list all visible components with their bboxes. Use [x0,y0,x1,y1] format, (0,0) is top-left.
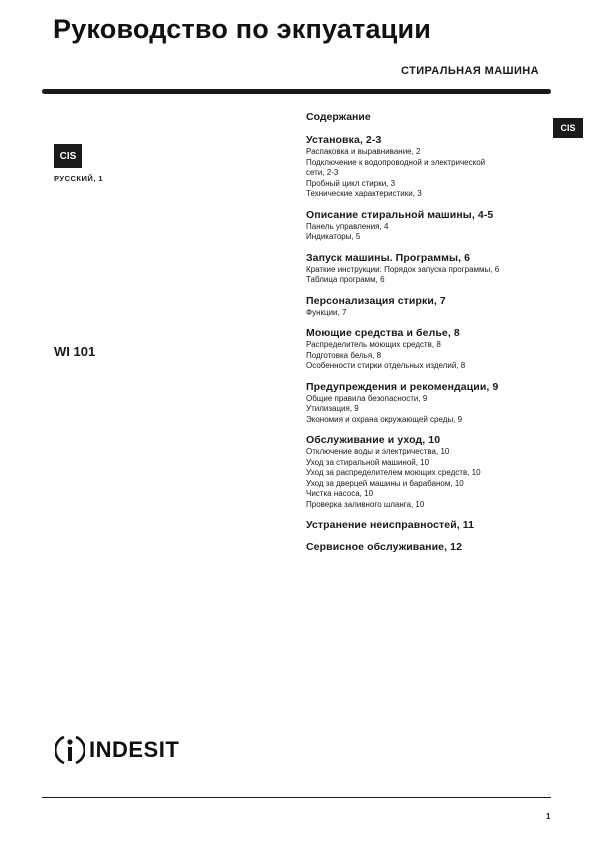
toc-item: Проверка заливного шланга, 10 [306,499,425,509]
header-divider [42,89,551,94]
product-type-subtitle: СТИРАЛЬНАЯ МАШИНА [401,65,539,77]
toc-item: Панель управления, 4 [306,221,389,231]
toc-section-title: Устранение неисправностей, 11 [306,519,475,531]
toc-item: Уход за дверцей машины и барабаном, 10 [306,478,464,488]
toc-item: Утилизация, 9 [306,404,359,413]
toc-item: Краткие инструкции: Порядок запуска программы, 6 [306,264,500,274]
toc-section [306,519,551,532]
toc-section [306,295,551,319]
toc-item: Пробный цикл стирки, 3 [306,178,396,188]
brand-name: INDESIT [89,737,180,762]
toc-section-title: Предупреждения и рекомендации, 9 [306,380,499,393]
toc-section-title: Персонализация стирки, 7 [306,294,446,307]
toc-item: Чистка насоса, 10 [306,489,374,498]
toc-section [306,209,551,243]
toc-section-title: Описание стиральной машины, 4-5 [306,208,494,221]
toc-item: Уход за стиральной машиной, 10 [306,457,430,467]
toc-section [306,134,551,200]
toc-item: Отключение воды и электричества, 10 [306,447,450,456]
page-number: 1 [546,812,551,821]
brand-logo [55,733,179,767]
toc-heading: Содержание [306,111,371,123]
toc-item: Подключение к водопроводной и электрической [306,157,486,167]
toc-item: сети, 2-3 [306,168,339,177]
table-of-contents [306,111,551,563]
toc-sections [306,134,551,554]
toc-item: Таблица программ, 6 [306,275,385,284]
toc-section-title: Запуск машины. Программы, 6 [306,251,471,264]
side-language-tab: CIS [553,118,583,138]
toc-item: Индикаторы, 5 [306,232,361,241]
info-i-logo-icon [55,733,85,767]
toc-item: Функции, 7 [306,307,347,317]
toc-item: Подготовка белья, 8 [306,350,382,360]
toc-item: Уход за распределителем моющих средств, 10 [306,468,481,477]
toc-section-title: Сервисное обслуживание, 12 [306,541,463,553]
footer-divider [42,797,551,798]
language-page-ref: РУССКИЙ, 1 [54,174,104,183]
model-number: WI 101 [54,344,96,359]
toc-item: Распаковка и выравнивание, 2 [306,147,421,156]
toc-item: Особенности стирки отдельных изделий, 8 [306,361,466,370]
page-title: Руководство по экпуатации [53,14,432,44]
toc-item: Экономия и охрана окружающей среды, 9 [306,414,463,424]
toc-section [306,541,551,554]
toc-section-title: Обслуживание и уход, 10 [306,434,441,446]
toc-section-title: Установка, 2-3 [306,134,382,146]
toc-item: Технические характеристики, 3 [306,189,422,198]
toc-section [306,327,551,372]
toc-section [306,434,551,510]
toc-item: Распределитель моющих средств, 8 [306,340,441,349]
toc-section-title: Моющие средства и белье, 8 [306,327,460,339]
toc-section [306,252,551,286]
toc-section [306,381,551,426]
toc-item: Общие правила безопасности, 9 [306,393,428,403]
language-badge: CIS [54,144,82,168]
